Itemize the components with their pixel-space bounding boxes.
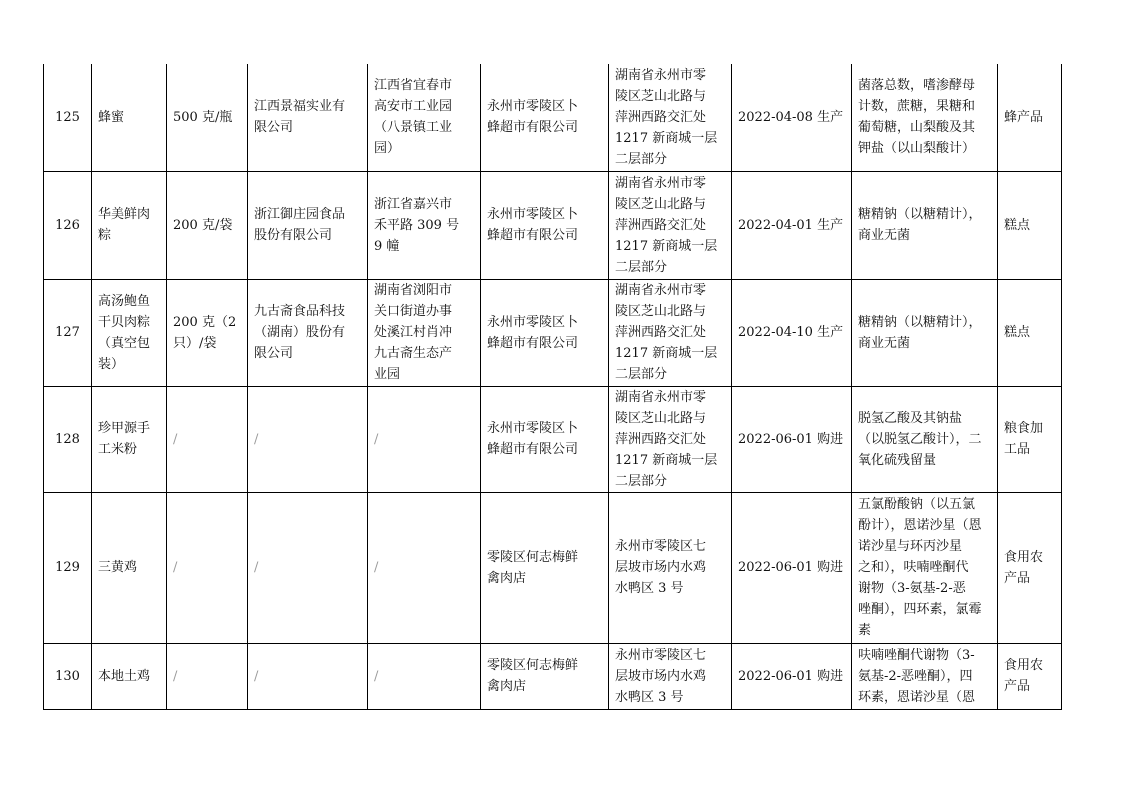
table-body xyxy=(44,64,1062,709)
cell-seller-address xyxy=(609,64,732,171)
cell-spec xyxy=(167,643,248,709)
cell-category xyxy=(998,171,1062,279)
cell-text-line: 干贝肉粽 xyxy=(98,314,151,330)
cell-text-line: 呋喃唑酮代谢物（3- xyxy=(858,647,975,663)
cell-text-line: 零陵区何志梅鲜 xyxy=(487,549,579,565)
cell-text-line: 业园 xyxy=(374,367,401,382)
cell-text-line: 限公司 xyxy=(254,346,294,361)
cell-text-line: 关口街道办事 xyxy=(374,304,453,319)
cell-text-line: 处溪江村肖冲 xyxy=(374,325,453,340)
cell-seller-address xyxy=(609,492,732,643)
cell-seller xyxy=(481,386,609,492)
cell-text-line: 萍洲西路交汇处 xyxy=(615,325,707,340)
cell-spec xyxy=(167,279,248,386)
cell-text-line: 酚计），恩诺沙星（恩 xyxy=(858,518,982,533)
cell-category xyxy=(998,492,1062,643)
cell-text-line: 计数，蔗糖，果糖和 xyxy=(858,99,976,115)
cell-category xyxy=(998,64,1062,171)
cell-product-name xyxy=(92,492,167,643)
cell-text-line: 食用农 xyxy=(1004,549,1044,565)
cell-text-line: 高汤鲍鱼 xyxy=(98,293,151,309)
cell-text-line: 五氯酚酸钠（以五氯 xyxy=(858,497,976,512)
cell-text-line: 萍洲西路交汇处 xyxy=(615,109,707,125)
table-row xyxy=(44,279,1062,386)
cell-product-name xyxy=(92,171,167,279)
cell-failed-items xyxy=(852,171,998,279)
cell-date: 2022-04-08 生产 xyxy=(732,64,852,171)
cell-text-line: 商业无菌 xyxy=(858,228,911,243)
cell-producer-address xyxy=(368,492,481,643)
cell-text-line: / xyxy=(173,431,178,447)
cell-seller xyxy=(481,492,609,643)
cell-text-line: 水鸭区 3 号 xyxy=(615,689,684,705)
cell-seller-address xyxy=(609,171,732,279)
cell-text-line: 粽 xyxy=(98,228,112,243)
cell-date: 2022-06-01 购进 xyxy=(732,492,852,643)
cell-text-line: 二层部分 xyxy=(615,259,668,275)
table-row xyxy=(44,171,1062,279)
cell-producer xyxy=(248,492,368,643)
cell-text-line: 水鸭区 3 号 xyxy=(615,581,684,596)
cell-producer-address xyxy=(368,386,481,492)
cell-failed-items xyxy=(852,643,998,709)
cell-seller-address xyxy=(609,643,732,709)
cell-text-line: 产品 xyxy=(1004,570,1031,586)
cell-text-line: 江西景福实业有 xyxy=(254,99,346,115)
cell-seller-address xyxy=(609,386,732,492)
cell-text-line: 氨基-2-恶唑酮），四 xyxy=(858,668,973,684)
cell-text-line: 永州市零陵区卜 xyxy=(487,421,579,436)
cell-seller-address xyxy=(609,279,732,386)
cell-number: 125 xyxy=(44,64,92,171)
cell-text-line: 浙江省嘉兴市 xyxy=(374,196,453,212)
table-row xyxy=(44,64,1062,171)
cell-text-line: 二层部分 xyxy=(615,151,668,167)
cell-seller xyxy=(481,64,609,171)
cell-text-line: 股份有限公司 xyxy=(254,228,333,243)
cell-spec xyxy=(167,64,248,171)
cell-text-line: 三黄鸡 xyxy=(98,560,138,575)
cell-category xyxy=(998,386,1062,492)
cell-text-line: 湖南省浏阳市 xyxy=(374,283,453,298)
cell-text-line: 陵区芝山北路与 xyxy=(615,304,707,319)
cell-text-line: 工米粉 xyxy=(98,442,138,457)
cell-text-line: 萍洲西路交汇处 xyxy=(615,431,707,447)
cell-text-line: / xyxy=(374,668,379,684)
cell-text-line: 零陵区何志梅鲜 xyxy=(487,658,579,673)
cell-text-line: 园） xyxy=(374,141,401,157)
cell-failed-items xyxy=(852,386,998,492)
cell-text-line: 葡萄糖，山梨酸及其 xyxy=(858,120,976,136)
cell-date: 2022-04-01 生产 xyxy=(732,171,852,279)
cell-text-line: 菌落总数，嗜渗酵母 xyxy=(858,78,976,94)
cell-text-line: 层坡市场内水鸡 xyxy=(615,668,707,684)
cell-text-line: 糕点 xyxy=(1004,325,1031,340)
cell-text-line: / xyxy=(173,560,178,575)
cell-text-line: 产品 xyxy=(1004,679,1031,694)
cell-text-line: 层坡市场内水鸡 xyxy=(615,560,707,575)
cell-text-line: 1217 新商城一层 xyxy=(615,238,718,254)
cell-text-line: 限公司 xyxy=(254,120,294,136)
table-row xyxy=(44,386,1062,492)
cell-producer xyxy=(248,279,368,386)
cell-text-line: 蜂超市有限公司 xyxy=(487,228,579,243)
cell-text-line: 华美鲜肉 xyxy=(98,207,151,222)
cell-text-line: 永州市零陵区七 xyxy=(615,647,707,663)
cell-text-line: 九古斋生态产 xyxy=(374,346,453,361)
cell-text-line: （以脱氢乙酸计），二 xyxy=(858,431,982,447)
cell-text-line: （真空包 xyxy=(98,335,151,351)
cell-text-line: 禾平路 309 号 xyxy=(374,217,460,233)
cell-text-line: 9 幢 xyxy=(374,238,400,254)
cell-producer xyxy=(248,171,368,279)
cell-producer xyxy=(248,64,368,171)
cell-number: 126 xyxy=(44,171,92,279)
cell-text-line: 珍甲源手 xyxy=(98,421,151,436)
cell-text-line: 1217 新商城一层 xyxy=(615,452,718,468)
cell-text-line: 永州市零陵区卜 xyxy=(487,99,579,115)
cell-date: 2022-06-01 购进 xyxy=(732,643,852,709)
cell-failed-items xyxy=(852,492,998,643)
cell-producer-address xyxy=(368,643,481,709)
cell-text-line: 永州市零陵区七 xyxy=(615,539,707,554)
cell-seller xyxy=(481,643,609,709)
cell-number: 128 xyxy=(44,386,92,492)
cell-date: 2022-04-10 生产 xyxy=(732,279,852,386)
cell-producer-address xyxy=(368,171,481,279)
cell-text-line: 脱氢乙酸及其钠盐 xyxy=(858,410,963,426)
cell-number: 130 xyxy=(44,643,92,709)
cell-text-line: / xyxy=(374,431,379,447)
cell-number: 129 xyxy=(44,492,92,643)
cell-text-line: 陵区芝山北路与 xyxy=(615,410,707,426)
cell-text-line: 食用农 xyxy=(1004,658,1044,673)
cell-text-line: 二层部分 xyxy=(615,367,668,382)
cell-seller xyxy=(481,171,609,279)
cell-text-line: / xyxy=(254,431,259,447)
cell-text-line: 永州市零陵区卜 xyxy=(487,207,579,222)
cell-category xyxy=(998,643,1062,709)
cell-text-line: 永州市零陵区卜 xyxy=(487,314,579,330)
cell-text-line: 萍洲西路交汇处 xyxy=(615,217,707,233)
cell-text-line: 九古斋食品科技 xyxy=(254,304,346,319)
cell-text-line: 禽肉店 xyxy=(487,679,527,694)
cell-text-line: 唑酮），四环素，氯霉 xyxy=(858,602,982,617)
cell-text-line: 蜂超市有限公司 xyxy=(487,442,579,457)
cell-text-line: （八景镇工业 xyxy=(374,120,453,136)
cell-text-line: 1217 新商城一层 xyxy=(615,130,718,146)
cell-text-line: 湖南省永州市零 xyxy=(615,389,707,405)
cell-text-line: 500 克/瓶 xyxy=(173,109,233,125)
cell-text-line: / xyxy=(254,560,259,575)
cell-text-line: 二层部分 xyxy=(615,473,668,489)
cell-text-line: 蜂蜜 xyxy=(98,109,125,125)
cell-text-line: （湖南）股份有 xyxy=(254,325,346,340)
cell-seller xyxy=(481,279,609,386)
cell-text-line: 氧化硫残留量 xyxy=(858,452,937,468)
cell-text-line: 高安市工业园 xyxy=(374,99,453,115)
cell-number: 127 xyxy=(44,279,92,386)
inspection-table xyxy=(43,64,1062,710)
cell-text-line: / xyxy=(374,560,379,575)
cell-text-line: 江西省宜春市 xyxy=(374,78,453,94)
cell-text-line: 浙江御庄园食品 xyxy=(254,207,346,222)
cell-text-line: 200 克（2 xyxy=(173,314,237,330)
cell-text-line: 陵区芝山北路与 xyxy=(615,196,707,212)
cell-text-line: 禽肉店 xyxy=(487,570,527,586)
cell-spec xyxy=(167,386,248,492)
cell-product-name xyxy=(92,386,167,492)
cell-text-line: 蜂超市有限公司 xyxy=(487,335,579,351)
cell-text-line: 蜂超市有限公司 xyxy=(487,120,579,136)
cell-spec xyxy=(167,171,248,279)
cell-producer xyxy=(248,386,368,492)
cell-text-line: 商业无菌 xyxy=(858,335,911,351)
cell-text-line: 之和），呋喃唑酮代 xyxy=(858,560,969,575)
cell-date: 2022-06-01 购进 xyxy=(732,386,852,492)
table-row xyxy=(44,492,1062,643)
cell-text-line: 湖南省永州市零 xyxy=(615,67,707,83)
cell-text-line: 湖南省永州市零 xyxy=(615,175,707,191)
cell-text-line: 糖精钠（以糖精计）， xyxy=(858,207,982,222)
cell-text-line: 工品 xyxy=(1004,442,1031,457)
table-row xyxy=(44,643,1062,709)
cell-text-line: 陵区芝山北路与 xyxy=(615,88,707,104)
cell-text-line: 湖南省永州市零 xyxy=(615,283,707,298)
cell-text-line: 糖精钠（以糖精计）， xyxy=(858,314,982,330)
cell-text-line: 诺沙星与环丙沙星 xyxy=(858,539,963,554)
cell-text-line: 蜂产品 xyxy=(1004,109,1044,125)
cell-text-line: 只）/袋 xyxy=(173,335,217,351)
cell-producer-address xyxy=(368,64,481,171)
cell-product-name xyxy=(92,643,167,709)
cell-text-line: 1217 新商城一层 xyxy=(615,346,718,361)
cell-text-line: 装） xyxy=(98,356,125,372)
cell-text-line: / xyxy=(254,668,259,684)
cell-text-line: 糕点 xyxy=(1004,217,1031,233)
cell-text-line: 钾盐（以山梨酸计） xyxy=(858,141,976,157)
cell-text-line: 环素，恩诺沙星（恩 xyxy=(858,689,976,705)
cell-text-line: / xyxy=(173,668,178,684)
cell-producer-address xyxy=(368,279,481,386)
cell-text-line: 素 xyxy=(858,623,872,638)
cell-product-name xyxy=(92,279,167,386)
cell-text-line: 谢物（3-氨基-2-恶 xyxy=(858,581,966,596)
cell-category xyxy=(998,279,1062,386)
cell-producer xyxy=(248,643,368,709)
cell-text-line: 200 克/袋 xyxy=(173,217,233,233)
cell-text-line: 粮食加 xyxy=(1004,421,1044,436)
cell-failed-items xyxy=(852,64,998,171)
cell-product-name xyxy=(92,64,167,171)
cell-spec xyxy=(167,492,248,643)
cell-text-line: 本地土鸡 xyxy=(98,668,151,684)
cell-failed-items xyxy=(852,279,998,386)
